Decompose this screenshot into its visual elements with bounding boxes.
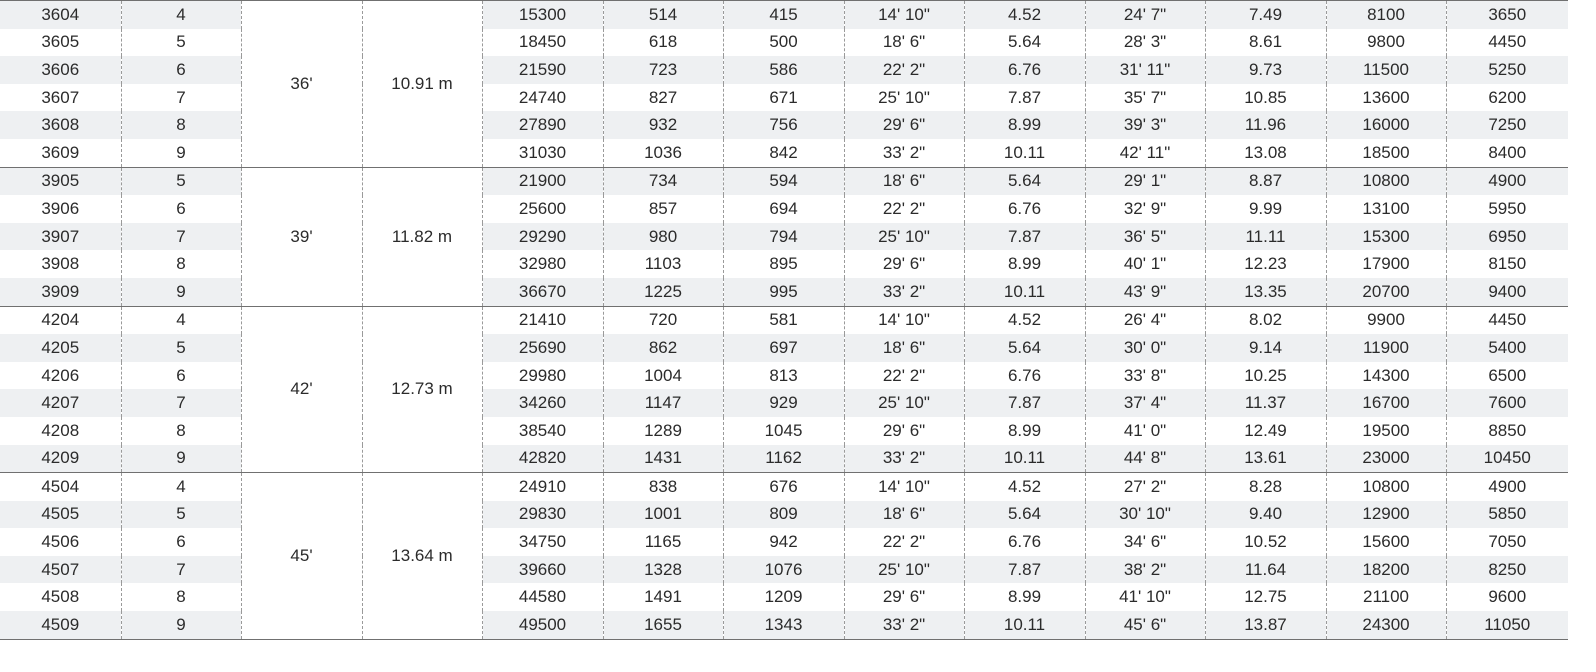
cell-c4: 1147	[603, 389, 723, 417]
table-row	[0, 167, 1568, 195]
cell-c10: 23000	[1326, 445, 1446, 473]
cell-c10: 10800	[1326, 167, 1446, 195]
table-row	[0, 1, 1568, 29]
cell-count: 8	[121, 111, 241, 139]
cell-c4: 734	[603, 167, 723, 195]
cell-c3: 24740	[482, 84, 603, 112]
cell-c10: 17900	[1326, 250, 1446, 278]
cell-c6: 25' 10"	[844, 556, 964, 584]
cell-c10: 8100	[1326, 1, 1446, 29]
group-length-m: 13.64 m	[362, 473, 482, 640]
cell-c4: 1431	[603, 445, 723, 473]
cell-c8: 33' 8"	[1085, 362, 1205, 390]
cell-c7: 8.99	[964, 250, 1085, 278]
cell-c3: 36670	[482, 278, 603, 306]
cell-c4: 827	[603, 84, 723, 112]
group-length-ft: 42'	[241, 306, 362, 473]
cell-c9: 11.64	[1205, 556, 1326, 584]
cell-c11: 8850	[1446, 417, 1568, 445]
cell-c7: 4.52	[964, 473, 1085, 501]
cell-c9: 10.25	[1205, 362, 1326, 390]
cell-c3: 31030	[482, 139, 603, 167]
cell-c8: 41' 10"	[1085, 583, 1205, 611]
cell-c8: 39' 3"	[1085, 111, 1205, 139]
cell-c10: 16000	[1326, 111, 1446, 139]
cell-c11: 4900	[1446, 473, 1568, 501]
cell-c8: 31' 11"	[1085, 56, 1205, 84]
table-row	[0, 583, 1568, 611]
cell-c6: 33' 2"	[844, 278, 964, 306]
cell-model: 3608	[0, 111, 121, 139]
spec-table-body	[0, 1, 1568, 640]
cell-count: 6	[121, 56, 241, 84]
cell-c8: 40' 1"	[1085, 250, 1205, 278]
cell-model: 3607	[41, 87, 80, 107]
cell-c11: 8250	[1446, 556, 1568, 584]
cell-count: 9	[121, 445, 241, 473]
cell-c5: 671	[723, 84, 844, 112]
cell-c4: 1004	[603, 362, 723, 390]
cell-c6: 22' 2"	[844, 528, 964, 556]
cell-c5: 813	[723, 362, 844, 390]
cell-c9: 8.28	[1205, 473, 1326, 501]
cell-c11: 11050	[1446, 611, 1568, 639]
cell-c5: 500	[723, 29, 844, 57]
cell-c9: 9.40	[1205, 501, 1326, 529]
cell-model: 3609	[41, 142, 80, 162]
cell-c5: 694	[723, 195, 844, 223]
cell-c5: 697	[723, 334, 844, 362]
cell-model: 4209	[0, 445, 121, 473]
cell-c10: 19500	[1326, 417, 1446, 445]
cell-c7: 6.76	[964, 195, 1085, 223]
cell-count: 5	[121, 334, 241, 362]
cell-c4: 1001	[603, 501, 723, 529]
cell-c4: 838	[603, 473, 723, 501]
table-row	[0, 556, 1568, 584]
cell-c10: 13600	[1326, 84, 1446, 112]
cell-c11: 9400	[1446, 278, 1568, 306]
cell-model: 3908	[41, 254, 80, 274]
cell-c6: 33' 2"	[844, 445, 964, 473]
cell-c6: 18' 6"	[844, 167, 964, 195]
cell-count: 5	[121, 29, 241, 57]
cell-count: 7	[121, 389, 241, 417]
cell-model: 3906	[41, 198, 80, 218]
cell-c6: 18' 6"	[844, 334, 964, 362]
cell-c3: 25690	[482, 334, 603, 362]
cell-c11: 9600	[1446, 583, 1568, 611]
cell-c6: 29' 6"	[844, 111, 964, 139]
cell-c6: 22' 2"	[844, 362, 964, 390]
cell-c3: 34260	[482, 389, 603, 417]
cell-c7: 4.52	[964, 1, 1085, 29]
cell-c10: 15600	[1326, 528, 1446, 556]
cell-c9: 13.08	[1205, 139, 1326, 167]
cell-c11: 7050	[1446, 528, 1568, 556]
cell-c7: 8.99	[964, 583, 1085, 611]
cell-model: 4205	[0, 334, 121, 362]
cell-model: 3605	[41, 32, 80, 52]
cell-model: 4506	[41, 532, 80, 552]
cell-c4: 1165	[603, 528, 723, 556]
cell-c9: 8.87	[1205, 167, 1326, 195]
cell-c10: 13100	[1326, 195, 1446, 223]
cell-c9: 13.87	[1205, 611, 1326, 639]
cell-c5: 594	[723, 167, 844, 195]
cell-c6: 25' 10"	[844, 223, 964, 251]
cell-c6: 25' 10"	[844, 84, 964, 112]
cell-c8: 30' 0"	[1085, 334, 1205, 362]
cell-c7: 10.11	[964, 611, 1085, 639]
cell-c3: 24910	[482, 473, 603, 501]
cell-c7: 7.87	[964, 84, 1085, 112]
cell-c4: 514	[603, 1, 723, 29]
cell-c11: 7250	[1446, 111, 1568, 139]
table-row	[0, 139, 1568, 167]
cell-count: 7	[121, 84, 241, 112]
cell-count: 9	[121, 611, 241, 639]
cell-c9: 12.75	[1205, 583, 1326, 611]
cell-c9: 12.49	[1205, 417, 1326, 445]
cell-c7: 7.87	[964, 389, 1085, 417]
cell-c8: 43' 9"	[1085, 278, 1205, 306]
cell-c7: 5.64	[964, 501, 1085, 529]
cell-c9: 9.99	[1205, 195, 1326, 223]
cell-c4: 1103	[603, 250, 723, 278]
cell-c10: 14300	[1326, 362, 1446, 390]
table-row	[0, 417, 1568, 445]
cell-c7: 7.87	[964, 223, 1085, 251]
cell-c9: 11.11	[1205, 223, 1326, 251]
cell-c8: 29' 1"	[1085, 167, 1205, 195]
cell-count: 6	[121, 362, 241, 390]
cell-c5: 842	[723, 139, 844, 167]
table-row	[0, 501, 1568, 529]
cell-c4: 862	[603, 334, 723, 362]
cell-c5: 756	[723, 111, 844, 139]
cell-c11: 4450	[1446, 306, 1568, 334]
cell-c4: 980	[603, 223, 723, 251]
cell-c10: 11900	[1326, 334, 1446, 362]
cell-c5: 1076	[723, 556, 844, 584]
cell-c8: 45' 6"	[1085, 611, 1205, 639]
table-row	[0, 278, 1568, 306]
cell-c6: 33' 2"	[844, 139, 964, 167]
cell-c3: 34750	[482, 528, 603, 556]
cell-c8: 27' 2"	[1085, 473, 1205, 501]
table-row	[0, 84, 1568, 112]
cell-model: 4504	[0, 473, 121, 501]
cell-count: 8	[121, 417, 241, 445]
cell-c3: 18450	[482, 29, 603, 57]
cell-c7: 4.52	[964, 306, 1085, 334]
cell-c10: 10800	[1326, 473, 1446, 501]
table-row	[0, 56, 1568, 84]
table-row	[0, 334, 1568, 362]
cell-c5: 1162	[723, 445, 844, 473]
cell-c8: 36' 5"	[1085, 223, 1205, 251]
cell-c6: 14' 10"	[844, 473, 964, 501]
cell-c9: 13.61	[1205, 445, 1326, 473]
cell-c6: 14' 10"	[844, 1, 964, 29]
cell-c9: 8.02	[1205, 306, 1326, 334]
cell-c3: 39660	[482, 556, 603, 584]
cell-c8: 35' 7"	[1085, 84, 1205, 112]
cell-c10: 21100	[1326, 583, 1446, 611]
cell-c9: 8.61	[1205, 29, 1326, 57]
table-row	[0, 223, 1568, 251]
cell-c7: 8.99	[964, 111, 1085, 139]
cell-c10: 24300	[1326, 611, 1446, 639]
cell-c8: 30' 10"	[1085, 501, 1205, 529]
cell-c3: 21900	[482, 167, 603, 195]
cell-c3: 38540	[482, 417, 603, 445]
cell-c7: 6.76	[964, 362, 1085, 390]
cell-c7: 8.99	[964, 417, 1085, 445]
cell-model: 3907	[0, 223, 121, 251]
cell-c5: 929	[723, 389, 844, 417]
cell-count: 8	[121, 250, 241, 278]
cell-c4: 932	[603, 111, 723, 139]
cell-count: 5	[121, 167, 241, 195]
cell-c11: 10450	[1446, 445, 1568, 473]
table-row	[0, 389, 1568, 417]
cell-count: 9	[121, 139, 241, 167]
cell-c6: 33' 2"	[844, 611, 964, 639]
cell-c7: 5.64	[964, 29, 1085, 57]
cell-model: 4507	[0, 556, 121, 584]
table-row	[0, 111, 1568, 139]
cell-c8: 26' 4"	[1085, 306, 1205, 334]
group-length-m: 11.82 m	[362, 167, 482, 306]
cell-c9: 10.52	[1205, 528, 1326, 556]
cell-c7: 6.76	[964, 528, 1085, 556]
table-row	[0, 29, 1568, 57]
cell-c6: 22' 2"	[844, 195, 964, 223]
cell-c11: 6500	[1446, 362, 1568, 390]
cell-c10: 18500	[1326, 139, 1446, 167]
cell-c4: 618	[603, 29, 723, 57]
cell-c4: 720	[603, 306, 723, 334]
table-row	[0, 473, 1568, 501]
cell-c8: 34' 6"	[1085, 528, 1205, 556]
cell-c9: 11.37	[1205, 389, 1326, 417]
cell-c11: 4900	[1446, 167, 1568, 195]
cell-c11: 6950	[1446, 223, 1568, 251]
cell-c4: 1328	[603, 556, 723, 584]
cell-c8: 37' 4"	[1085, 389, 1205, 417]
cell-c3: 27890	[482, 111, 603, 139]
cell-c5: 1045	[723, 417, 844, 445]
cell-c11: 7600	[1446, 389, 1568, 417]
cell-c10: 16700	[1326, 389, 1446, 417]
cell-c10: 12900	[1326, 501, 1446, 529]
cell-c10: 11500	[1326, 56, 1446, 84]
group-length-m: 10.91 m	[362, 1, 482, 168]
table-row	[0, 362, 1568, 390]
cell-c6: 29' 6"	[844, 417, 964, 445]
cell-count: 8	[121, 583, 241, 611]
cell-model: 4207	[0, 389, 121, 417]
cell-model: 3606	[0, 56, 121, 84]
table-row	[0, 250, 1568, 278]
cell-c3: 15300	[482, 1, 603, 29]
group-length-ft: 39'	[241, 167, 362, 306]
cell-count: 4	[121, 306, 241, 334]
group-length-ft: 36'	[241, 1, 362, 168]
cell-c11: 5250	[1446, 56, 1568, 84]
cell-c5: 586	[723, 56, 844, 84]
cell-c9: 10.85	[1205, 84, 1326, 112]
cell-c3: 49500	[482, 611, 603, 639]
cell-c6: 18' 6"	[844, 501, 964, 529]
cell-c5: 1343	[723, 611, 844, 639]
cell-c8: 32' 9"	[1085, 195, 1205, 223]
cell-c7: 5.64	[964, 167, 1085, 195]
cell-c5: 995	[723, 278, 844, 306]
cell-c5: 809	[723, 501, 844, 529]
cell-c9: 9.73	[1205, 56, 1326, 84]
cell-c4: 1655	[603, 611, 723, 639]
cell-model: 3604	[0, 1, 121, 29]
cell-c5: 895	[723, 250, 844, 278]
cell-c7: 5.64	[964, 334, 1085, 362]
cell-c4: 1491	[603, 583, 723, 611]
cell-c3: 32980	[482, 250, 603, 278]
cell-c8: 24' 7"	[1085, 1, 1205, 29]
cell-model: 3909	[0, 278, 121, 306]
cell-count: 9	[121, 278, 241, 306]
cell-c6: 29' 6"	[844, 250, 964, 278]
cell-c7: 10.11	[964, 445, 1085, 473]
cell-c11: 8150	[1446, 250, 1568, 278]
cell-model: 4206	[41, 365, 80, 385]
table-row	[0, 195, 1568, 223]
cell-c8: 41' 0"	[1085, 417, 1205, 445]
cell-count: 4	[121, 473, 241, 501]
cell-c11: 6200	[1446, 84, 1568, 112]
cell-c6: 29' 6"	[844, 583, 964, 611]
cell-c5: 1209	[723, 583, 844, 611]
cell-c5: 415	[723, 1, 844, 29]
cell-c3: 25600	[482, 195, 603, 223]
cell-c5: 676	[723, 473, 844, 501]
cell-c5: 581	[723, 306, 844, 334]
cell-c7: 10.11	[964, 278, 1085, 306]
cell-c3: 44580	[482, 583, 603, 611]
cell-c3: 21590	[482, 56, 603, 84]
cell-c3: 21410	[482, 306, 603, 334]
cell-c11: 4450	[1446, 29, 1568, 57]
cell-c11: 3650	[1446, 1, 1568, 29]
cell-c10: 15300	[1326, 223, 1446, 251]
cell-count: 4	[121, 1, 241, 29]
cell-c4: 1289	[603, 417, 723, 445]
cell-c4: 723	[603, 56, 723, 84]
cell-c11: 8400	[1446, 139, 1568, 167]
cell-c10: 9800	[1326, 29, 1446, 57]
cell-c6: 25' 10"	[844, 389, 964, 417]
cell-model: 4508	[41, 587, 80, 607]
cell-c5: 942	[723, 528, 844, 556]
cell-c11: 5950	[1446, 195, 1568, 223]
cell-c4: 1036	[603, 139, 723, 167]
cell-model: 4208	[41, 420, 80, 440]
table-row	[0, 445, 1568, 473]
cell-c10: 18200	[1326, 556, 1446, 584]
cell-c10: 9900	[1326, 306, 1446, 334]
cell-c3: 42820	[482, 445, 603, 473]
group-length-m: 12.73 m	[362, 306, 482, 473]
cell-count: 7	[121, 223, 241, 251]
cell-c6: 18' 6"	[844, 29, 964, 57]
cell-c7: 10.11	[964, 139, 1085, 167]
cell-c4: 857	[603, 195, 723, 223]
cell-c8: 28' 3"	[1085, 29, 1205, 57]
cell-c3: 29980	[482, 362, 603, 390]
cell-c9: 11.96	[1205, 111, 1326, 139]
cell-count: 6	[121, 528, 241, 556]
cell-c5: 794	[723, 223, 844, 251]
table-row	[0, 306, 1568, 334]
table-row	[0, 528, 1568, 556]
cell-c9: 12.23	[1205, 250, 1326, 278]
cell-count: 6	[121, 195, 241, 223]
cell-c9: 13.35	[1205, 278, 1326, 306]
cell-model: 3905	[0, 167, 121, 195]
cell-c6: 14' 10"	[844, 306, 964, 334]
cell-c4: 1225	[603, 278, 723, 306]
cell-c3: 29830	[482, 501, 603, 529]
cell-c8: 42' 11"	[1085, 139, 1205, 167]
cell-c9: 9.14	[1205, 334, 1326, 362]
cell-c11: 5400	[1446, 334, 1568, 362]
cell-c6: 22' 2"	[844, 56, 964, 84]
cell-model: 4509	[0, 611, 121, 639]
cell-model: 4204	[0, 306, 121, 334]
cell-c9: 7.49	[1205, 1, 1326, 29]
cell-c7: 7.87	[964, 556, 1085, 584]
cell-c7: 6.76	[964, 56, 1085, 84]
cell-count: 5	[121, 501, 241, 529]
table-row	[0, 611, 1568, 639]
cell-c10: 20700	[1326, 278, 1446, 306]
cell-c3: 29290	[482, 223, 603, 251]
cell-count: 7	[121, 556, 241, 584]
cell-c11: 5850	[1446, 501, 1568, 529]
group-length-ft: 45'	[241, 473, 362, 640]
cell-c8: 44' 8"	[1085, 445, 1205, 473]
cell-model: 4505	[0, 501, 121, 529]
cell-c8: 38' 2"	[1085, 556, 1205, 584]
